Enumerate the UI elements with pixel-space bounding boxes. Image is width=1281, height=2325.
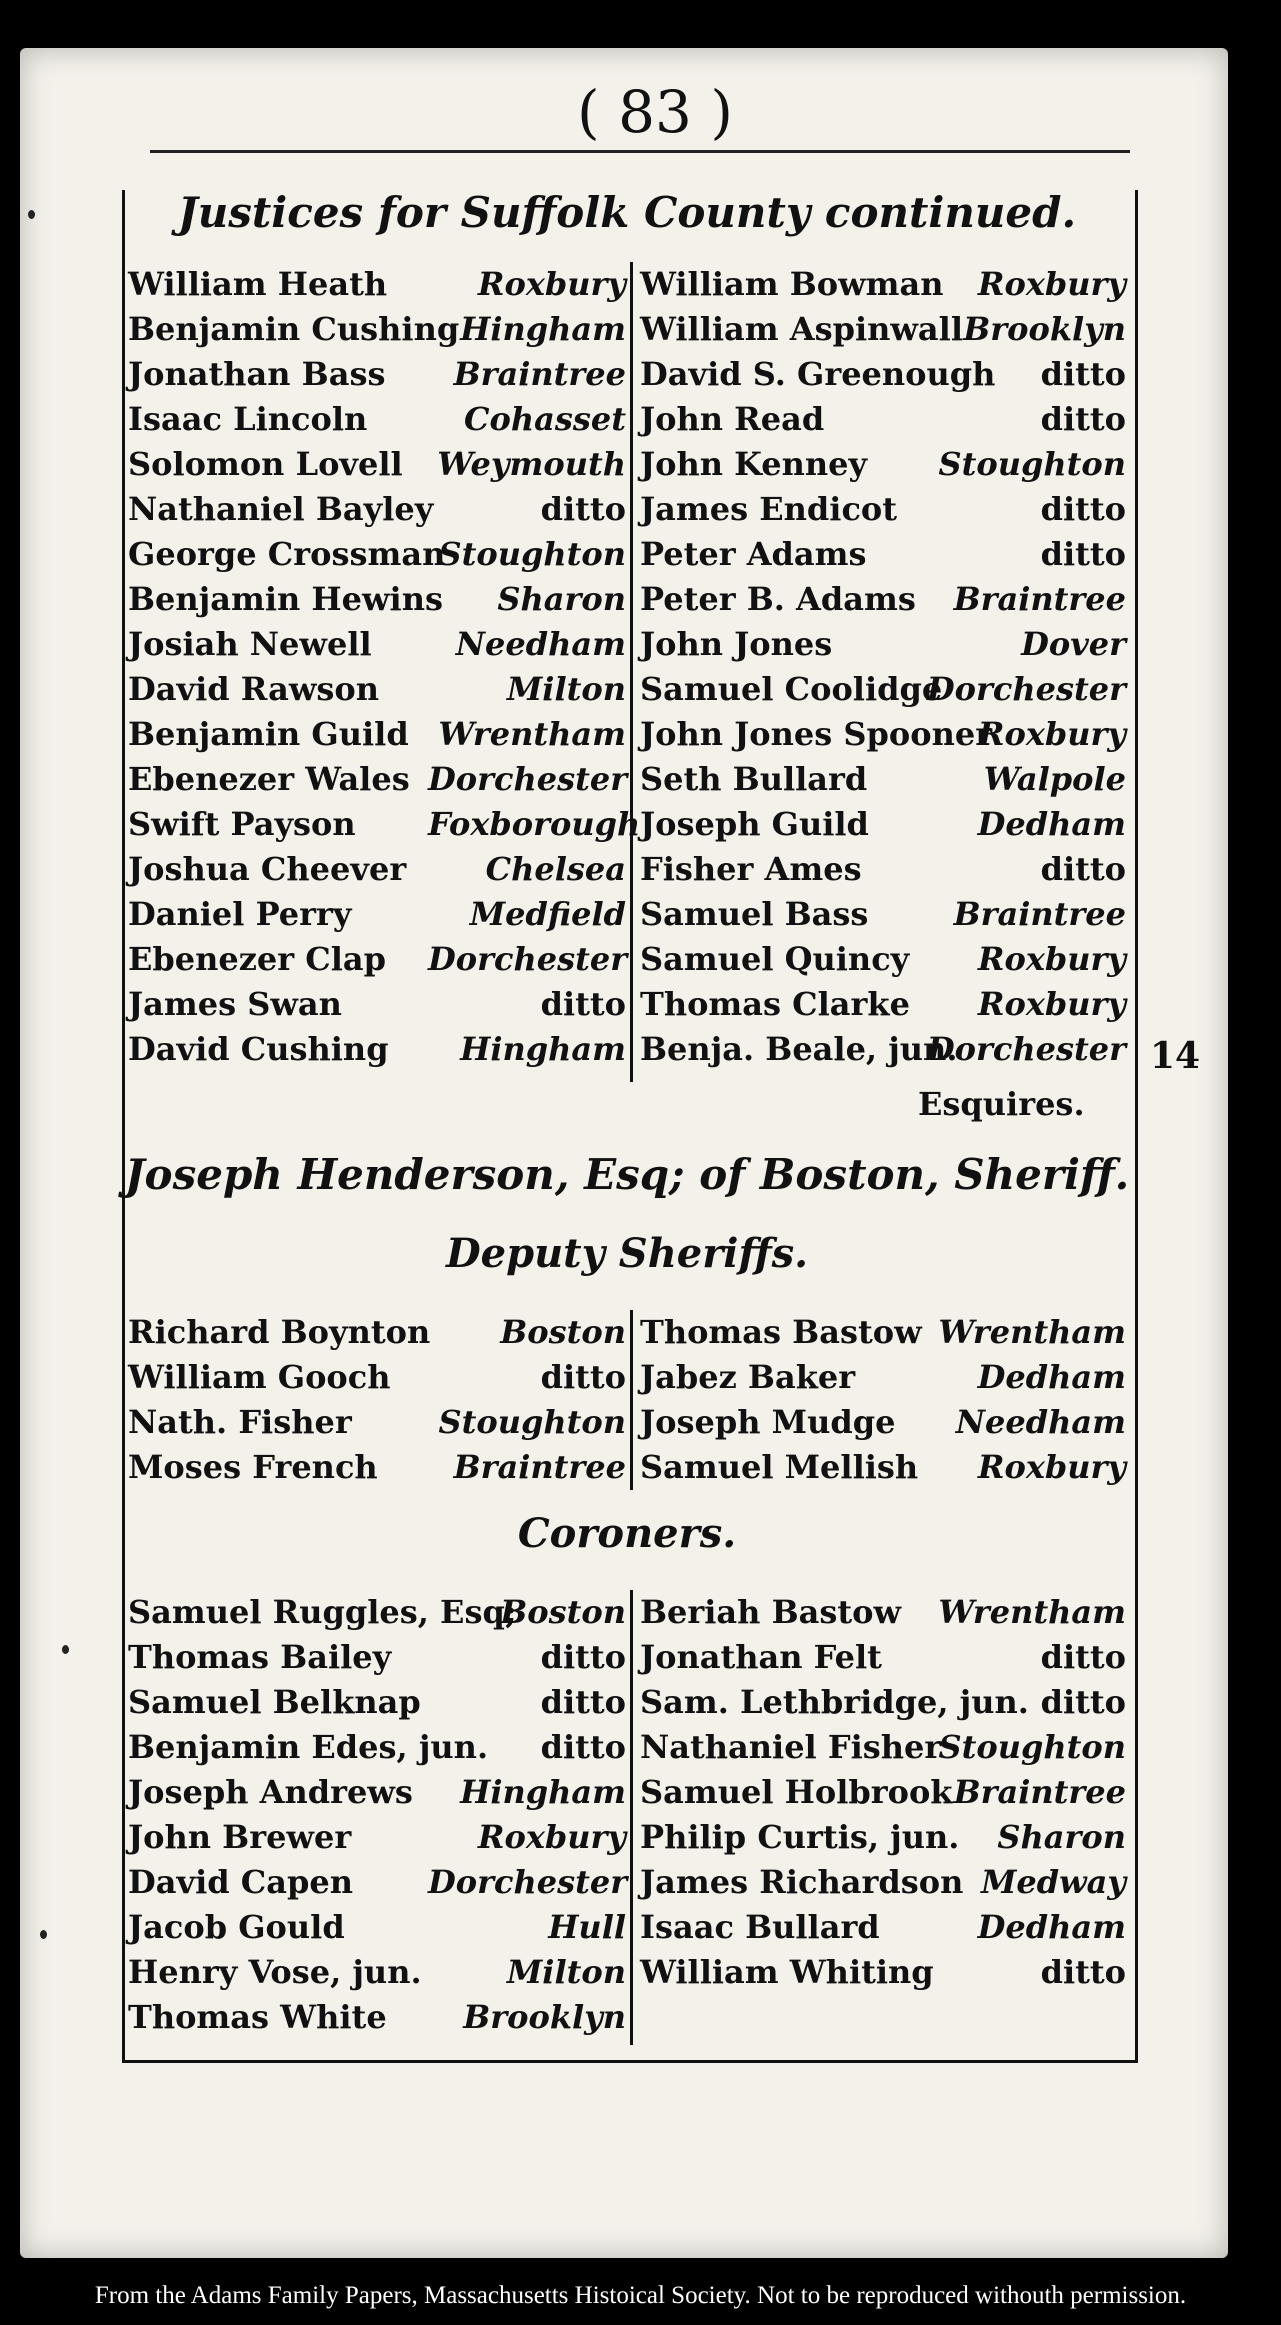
name-cell: Joshua Cheever xyxy=(128,850,407,888)
town-cell: Cohasset xyxy=(464,400,626,438)
town-cell: Medfield xyxy=(469,895,626,933)
town-cell: ditto xyxy=(540,490,626,528)
name-cell: Samuel Quincy xyxy=(640,940,910,978)
name-cell: Solomon Lovell xyxy=(128,445,403,483)
list-item xyxy=(128,622,1128,667)
name-cell: Beriah Bastow xyxy=(640,1593,902,1631)
town-cell: Roxbury xyxy=(477,265,626,303)
town-cell: Braintree xyxy=(953,1773,1126,1811)
list-item xyxy=(128,1355,1128,1400)
list-item xyxy=(128,1445,1128,1490)
ink-speck xyxy=(62,1645,69,1654)
town-cell: ditto xyxy=(1040,535,1126,573)
name-cell: Moses French xyxy=(128,1448,378,1486)
list-item xyxy=(128,1680,1128,1725)
esquires-label: Esquires. xyxy=(918,1085,1085,1123)
list-item xyxy=(128,262,1128,307)
list-item xyxy=(128,1400,1128,1445)
name-cell: Isaac Bullard xyxy=(640,1908,880,1946)
name-cell: John Jones Spooner xyxy=(640,715,993,753)
name-cell: David S. Greenough xyxy=(640,355,996,393)
name-cell: Isaac Lincoln xyxy=(128,400,368,438)
name-cell: David Cushing xyxy=(128,1030,389,1068)
name-cell: Swift Payson xyxy=(128,805,356,843)
list-item xyxy=(128,847,1128,892)
town-cell: ditto xyxy=(1040,1953,1126,1991)
town-cell: Roxbury xyxy=(977,265,1126,303)
ink-speck xyxy=(28,210,35,219)
list-item xyxy=(128,1590,1128,1635)
name-cell: Thomas White xyxy=(128,1998,387,2036)
list-item xyxy=(128,532,1128,577)
name-cell: Richard Boynton xyxy=(128,1313,431,1351)
town-cell: Stoughton xyxy=(938,1728,1126,1766)
town-cell: Stoughton xyxy=(938,445,1126,483)
town-cell: Roxbury xyxy=(977,1448,1126,1486)
town-cell: Stoughton xyxy=(438,535,626,573)
name-cell: David Rawson xyxy=(128,670,379,708)
town-cell: Roxbury xyxy=(977,940,1126,978)
town-cell: Braintree xyxy=(453,1448,626,1486)
name-cell: John Jones xyxy=(640,625,833,663)
list-item xyxy=(128,712,1128,757)
page-number: ( 83 ) xyxy=(577,78,733,146)
town-cell: Dover xyxy=(1021,625,1126,663)
town-cell: Brooklyn xyxy=(463,1998,626,2036)
list-item xyxy=(128,1027,1128,1072)
town-cell: Wrentham xyxy=(938,1593,1126,1631)
name-cell: Josiah Newell xyxy=(128,625,372,663)
list-item xyxy=(128,802,1128,847)
town-cell: Boston xyxy=(500,1313,626,1351)
name-cell: Jonathan Felt xyxy=(640,1638,882,1676)
name-cell: William Bowman xyxy=(640,265,944,303)
coroners-heading: Coroners. xyxy=(517,1510,737,1557)
town-cell: Stoughton xyxy=(438,1403,626,1441)
name-cell: Fisher Ames xyxy=(640,850,862,888)
town-cell: ditto xyxy=(1040,1638,1126,1676)
town-cell: Dorchester xyxy=(428,940,628,978)
list-item xyxy=(128,982,1128,1027)
town-cell: ditto xyxy=(540,1728,626,1766)
name-cell: Samuel Ruggles, Esq; xyxy=(128,1593,517,1631)
name-cell: William Gooch xyxy=(128,1358,391,1396)
town-cell: Brooklyn xyxy=(963,310,1126,348)
list-item xyxy=(128,1995,1128,2040)
town-cell: Needham xyxy=(955,1403,1126,1441)
town-cell: Dedham xyxy=(977,1908,1126,1946)
list-item xyxy=(128,397,1128,442)
name-cell: Benjamin Guild xyxy=(128,715,409,753)
town-cell: ditto xyxy=(540,1683,626,1721)
name-cell: John Brewer xyxy=(128,1818,352,1856)
deputy-heading: Deputy Sheriffs. xyxy=(445,1230,809,1277)
town-cell: Weymouth xyxy=(437,445,626,483)
town-cell: Medway xyxy=(980,1863,1126,1901)
name-cell: Joseph Guild xyxy=(640,805,869,843)
town-cell: ditto xyxy=(540,985,626,1023)
town-cell: Hingham xyxy=(460,310,626,348)
town-cell: Boston xyxy=(500,1593,626,1631)
town-cell: ditto xyxy=(1040,490,1126,528)
town-cell: Hull xyxy=(548,1908,626,1946)
list-item xyxy=(128,487,1128,532)
list-item xyxy=(128,1860,1128,1905)
name-cell: Thomas Bastow xyxy=(640,1313,922,1351)
list-item xyxy=(128,1905,1128,1950)
town-cell: ditto xyxy=(540,1638,626,1676)
list-item xyxy=(128,352,1128,397)
list-item xyxy=(128,1310,1128,1355)
justices-table xyxy=(128,262,1128,1072)
name-cell: Seth Bullard xyxy=(640,760,868,798)
name-cell: William Heath xyxy=(128,265,388,303)
name-cell: John Read xyxy=(640,400,825,438)
town-cell: Wrentham xyxy=(438,715,626,753)
name-cell: Joseph Andrews xyxy=(128,1773,413,1811)
deputies-table xyxy=(128,1310,1128,1490)
town-cell: Roxbury xyxy=(977,715,1126,753)
margin-number: 14 xyxy=(1150,1035,1201,1077)
list-item xyxy=(128,1635,1128,1680)
name-cell: William Whiting xyxy=(640,1953,934,1991)
list-item xyxy=(128,1815,1128,1860)
town-cell: Dorchester xyxy=(428,1863,628,1901)
name-cell: Samuel Mellish xyxy=(640,1448,919,1486)
town-cell: Roxbury xyxy=(977,985,1126,1023)
name-cell: Samuel Bass xyxy=(640,895,869,933)
name-cell: Henry Vose, jun. xyxy=(128,1953,422,1991)
coroners-table xyxy=(128,1590,1128,2040)
list-item xyxy=(128,1770,1128,1815)
name-cell: James Endicot xyxy=(640,490,898,528)
list-item xyxy=(128,577,1128,622)
name-cell: Peter B. Adams xyxy=(640,580,916,618)
list-item xyxy=(128,442,1128,487)
name-cell: Benja. Beale, jun. xyxy=(640,1030,958,1068)
footer-notice: From the Adams Family Papers, Massachusetts Histoical Society. Not to be reproduced withouth permission. xyxy=(94,2282,1187,2309)
town-cell: Braintree xyxy=(953,895,1126,933)
name-cell: James Richardson xyxy=(640,1863,964,1901)
name-cell: Daniel Perry xyxy=(128,895,352,933)
town-cell: Needham xyxy=(455,625,626,663)
name-cell: Nathaniel Bayley xyxy=(128,490,434,528)
town-cell: Braintree xyxy=(953,580,1126,618)
town-cell: Wrentham xyxy=(938,1313,1126,1351)
name-cell: Samuel Belknap xyxy=(128,1683,421,1721)
name-cell: Sam. Lethbridge, jun. xyxy=(640,1683,1029,1721)
town-cell: Milton xyxy=(506,670,626,708)
town-cell: ditto xyxy=(1040,355,1126,393)
name-cell: Jonathan Bass xyxy=(128,355,386,393)
town-cell: Dorchester xyxy=(926,1030,1126,1068)
name-cell: Benjamin Cushing xyxy=(128,310,460,348)
ink-speck xyxy=(40,1930,47,1939)
name-cell: Nathaniel Fisher xyxy=(640,1728,942,1766)
town-cell: Hingham xyxy=(460,1773,626,1811)
town-cell: Dorchester xyxy=(428,760,628,798)
name-cell: David Capen xyxy=(128,1863,353,1901)
town-cell: Braintree xyxy=(453,355,626,393)
name-cell: George Crossman xyxy=(128,535,446,573)
name-cell: Benjamin Edes, jun. xyxy=(128,1728,489,1766)
list-item xyxy=(128,892,1128,937)
name-cell: Thomas Bailey xyxy=(128,1638,392,1676)
town-cell: Chelsea xyxy=(485,850,626,888)
name-cell: Benjamin Hewins xyxy=(128,580,443,618)
town-cell: ditto xyxy=(540,1358,626,1396)
town-cell: ditto xyxy=(1040,850,1126,888)
list-item xyxy=(128,1950,1128,1995)
name-cell: William Aspinwall xyxy=(640,310,963,348)
town-cell: Dorchester xyxy=(926,670,1126,708)
town-cell: Foxborough xyxy=(428,805,641,843)
list-item xyxy=(128,937,1128,982)
list-item xyxy=(128,1725,1128,1770)
name-cell: Peter Adams xyxy=(640,535,867,573)
name-cell: Nath. Fisher xyxy=(128,1403,352,1441)
sheriff-heading: Joseph Henderson, Esq; of Boston, Sheriff. xyxy=(124,1150,1130,1199)
town-cell: Walpole xyxy=(983,760,1126,798)
town-cell: Dedham xyxy=(977,1358,1126,1396)
town-cell: Dedham xyxy=(977,805,1126,843)
name-cell: Ebenezer Clap xyxy=(128,940,387,978)
list-item xyxy=(128,307,1128,352)
name-cell: Thomas Clarke xyxy=(640,985,910,1023)
name-cell: Philip Curtis, jun. xyxy=(640,1818,960,1856)
town-cell: ditto xyxy=(1040,400,1126,438)
town-cell: Milton xyxy=(506,1953,626,1991)
name-cell: Joseph Mudge xyxy=(640,1403,896,1441)
list-item xyxy=(128,757,1128,802)
town-cell: Sharon xyxy=(497,580,626,618)
top-rule xyxy=(150,150,1130,153)
town-cell: Hingham xyxy=(460,1030,626,1068)
name-cell: Jabez Baker xyxy=(640,1358,856,1396)
town-cell: Roxbury xyxy=(477,1818,626,1856)
name-cell: Ebenezer Wales xyxy=(128,760,410,798)
name-cell: Samuel Coolidge xyxy=(640,670,943,708)
name-cell: Samuel Holbrook xyxy=(640,1773,953,1811)
list-item xyxy=(128,667,1128,712)
name-cell: James Swan xyxy=(128,985,342,1023)
name-cell: Jacob Gould xyxy=(128,1908,345,1946)
name-cell: John Kenney xyxy=(640,445,868,483)
town-cell: ditto xyxy=(1040,1683,1126,1721)
town-cell: Sharon xyxy=(997,1818,1126,1856)
town-cell xyxy=(898,1995,1126,2040)
justices-heading: Justices for Suffolk County continued. xyxy=(177,188,1077,237)
